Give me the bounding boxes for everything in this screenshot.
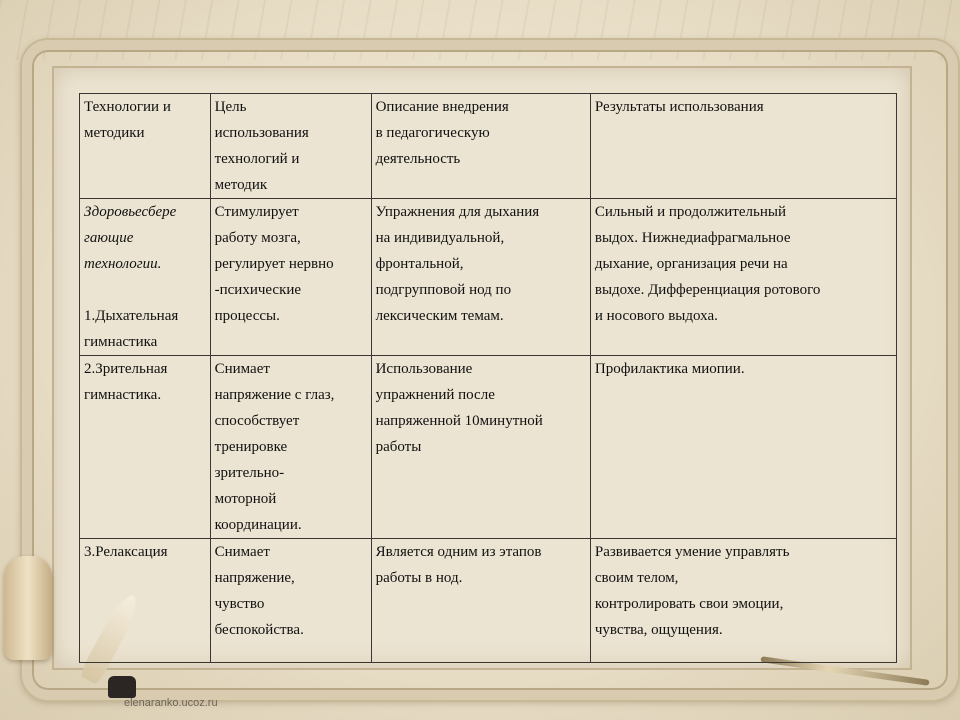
cell-line: лексическим темам. — [375, 308, 504, 324]
cell-line: Описание внедрения — [375, 99, 509, 115]
cell-line: Стимулирует — [214, 204, 299, 220]
cell-line: напряжение, — [214, 570, 295, 586]
row2-technology-cell — [80, 356, 211, 539]
cell-line: напряженной 10минутной — [375, 413, 543, 429]
cell-line: Здоровьесбере — [84, 204, 177, 220]
cell-line: методики — [84, 125, 145, 141]
table-row — [80, 356, 897, 539]
cell-line: процессы. — [214, 308, 280, 324]
cell-line: Профилактика миопии. — [594, 361, 745, 377]
cell-line: Развивается умение управлять — [594, 544, 790, 560]
row3-description-cell — [371, 539, 590, 663]
cell-line: выдохе. Дифференциация ротового — [594, 282, 821, 298]
row1-results-cell — [590, 199, 896, 356]
cell-line: координации. — [214, 517, 302, 533]
cell-line: зрительно- — [214, 465, 285, 481]
cell-line: выдох. Нижнедиафрагмальное — [594, 230, 791, 246]
cell-line: своим телом, — [594, 570, 679, 586]
header-cell-results — [590, 94, 896, 199]
cell-line: подгрупповой нод по — [375, 282, 512, 298]
table-row — [80, 539, 897, 663]
cell-line: работы в нод. — [375, 570, 463, 586]
cell-line: 1.Дыхательная — [84, 308, 179, 324]
cell-line: работу мозга, — [214, 230, 301, 246]
cell-line: 2.Зрительная — [84, 361, 168, 377]
cell-line: регулирует нервно — [214, 256, 334, 272]
cell-line: гимнастика — [84, 334, 158, 350]
cell-line: упражнений после — [375, 387, 495, 403]
cell-line: деятельность — [375, 151, 461, 167]
cell-line: Результаты использования — [594, 99, 764, 115]
cell-line: Технологии и — [84, 99, 171, 115]
cell-line: напряжение с глаз, — [214, 387, 335, 403]
table-row — [80, 199, 897, 356]
cell-line: Цель — [214, 99, 247, 115]
row3-goal-cell — [210, 539, 371, 663]
cell-line: методик — [214, 177, 268, 193]
cell-line: моторной — [214, 491, 277, 507]
cell-line: в педагогическую — [375, 125, 490, 141]
cell-line: на индивидуальной, — [375, 230, 505, 246]
table-header-row — [80, 94, 897, 199]
site-watermark: elenaranko.ucoz.ru — [124, 697, 218, 709]
row1-goal-cell — [210, 199, 371, 356]
cell-line: чувство — [214, 596, 265, 612]
cell-line: и носового выдоха. — [594, 308, 718, 324]
row2-results-cell — [590, 356, 896, 539]
cell-spacer — [84, 277, 206, 303]
cell-line: технологий и — [214, 151, 300, 167]
row2-goal-cell — [210, 356, 371, 539]
row3-results-cell — [590, 539, 896, 663]
cell-line: Снимает — [214, 361, 270, 377]
row3-technology-cell — [80, 539, 211, 663]
cell-line: Использование — [375, 361, 473, 377]
cell-line: тренировке — [214, 439, 288, 455]
header-cell-goal — [210, 94, 371, 199]
row2-description-cell — [371, 356, 590, 539]
header-cell-technologies — [80, 94, 211, 199]
cell-line: Упражнения для дыхания — [375, 204, 540, 220]
cell-line: Является одним из этапов — [375, 544, 542, 560]
cell-line: беспокойства. — [214, 622, 304, 638]
scroll-decoration — [4, 556, 52, 660]
cell-line: фронтальной, — [375, 256, 464, 272]
row1-technology-cell — [80, 199, 211, 356]
cell-line: способствует — [214, 413, 300, 429]
cell-line: использования — [214, 125, 309, 141]
cell-line: Сильный и продолжительный — [594, 204, 786, 220]
cell-line: Снимает — [214, 544, 270, 560]
inkwell-decoration — [108, 676, 136, 698]
cell-line: гающие — [84, 230, 134, 246]
header-cell-description — [371, 94, 590, 199]
methods-table — [79, 93, 897, 663]
cell-line: технологии. — [84, 256, 162, 272]
cell-line: 3.Релаксация — [84, 544, 168, 560]
row1-description-cell — [371, 199, 590, 356]
cell-line: чувства, ощущения. — [594, 622, 723, 638]
cell-line: гимнастика. — [84, 387, 162, 403]
cell-line: работы — [375, 439, 422, 455]
cell-line: контролировать свои эмоции, — [594, 596, 784, 612]
cell-line: дыхание, организация речи на — [594, 256, 788, 272]
cell-line: -психические — [214, 282, 302, 298]
